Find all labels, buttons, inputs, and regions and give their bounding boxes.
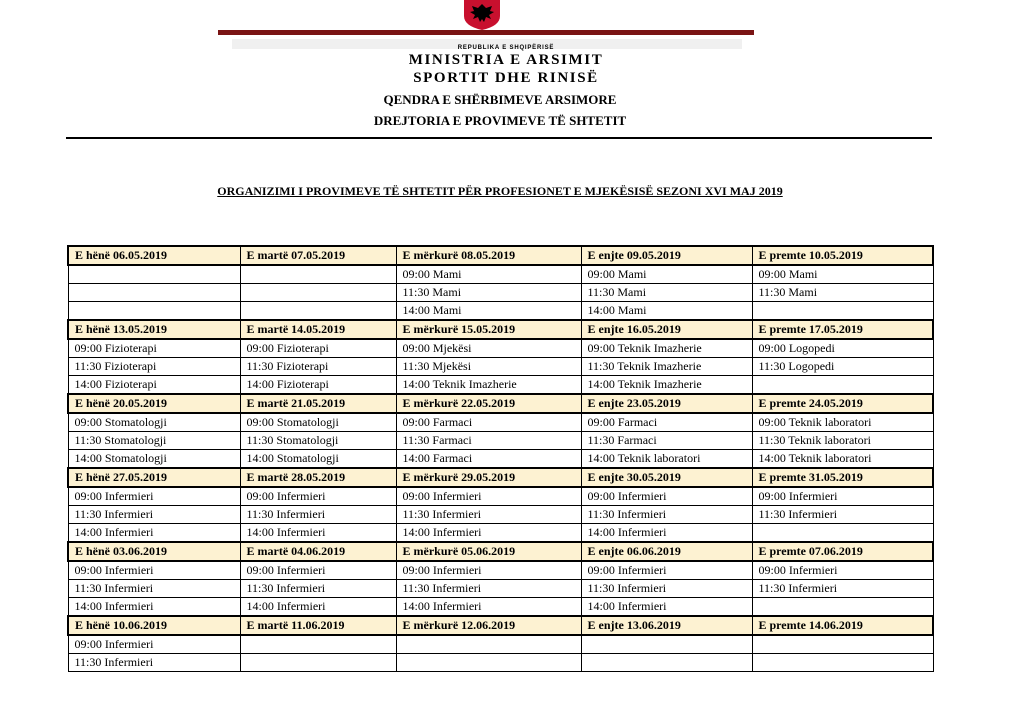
day-header-cell: E martë 07.05.2019 (240, 246, 396, 265)
exam-schedule-table (67, 245, 934, 672)
exam-slot-cell: 11:30 Farmaci (396, 432, 581, 450)
exam-slot-cell: 09:00 Infermieri (752, 487, 933, 506)
exam-slot-cell: 09:00 Farmaci (396, 413, 581, 432)
day-header-cell: E mërkurë 08.05.2019 (396, 246, 581, 265)
exam-slot-row (68, 376, 933, 395)
day-header-cell: E martë 11.06.2019 (240, 616, 396, 635)
exam-slot-cell: 11:30 Mami (396, 284, 581, 302)
week-header-row (68, 616, 933, 635)
day-header-cell: E hënë 13.05.2019 (68, 320, 240, 339)
exam-slot-cell (396, 635, 581, 654)
exam-slot-cell: 09:00 Farmaci (581, 413, 752, 432)
exam-slot-row (68, 580, 933, 598)
day-header-cell: E premte 14.06.2019 (752, 616, 933, 635)
exam-slot-cell: 11:30 Mjekësi (396, 358, 581, 376)
exam-slot-row (68, 265, 933, 284)
exam-slot-cell: 09:00 Stomatologji (68, 413, 240, 432)
exam-slot-cell (68, 284, 240, 302)
exam-slot-cell: 14:00 Infermieri (396, 598, 581, 617)
exam-slot-cell: 09:00 Infermieri (396, 487, 581, 506)
day-header-cell: E enjte 06.06.2019 (581, 542, 752, 561)
exam-slot-cell (240, 302, 396, 321)
exam-slot-row (68, 654, 933, 672)
schedule-body (68, 246, 933, 672)
exam-slot-cell: 11:30 Infermieri (396, 506, 581, 524)
exam-slot-cell: 11:30 Infermieri (68, 580, 240, 598)
exam-slot-cell: 14:00 Mami (581, 302, 752, 321)
exam-slot-cell: 14:00 Infermieri (240, 524, 396, 543)
exam-slot-row (68, 413, 933, 432)
exam-slot-row (68, 358, 933, 376)
exam-slot-cell: 11:30 Stomatologji (68, 432, 240, 450)
exam-slot-cell: 14:00 Teknik Imazherie (581, 376, 752, 395)
ministry-name-line2: SPORTIT DHE RINISË (413, 70, 599, 86)
exam-slot-cell: 11:30 Infermieri (752, 580, 933, 598)
exam-slot-cell: 14:00 Teknik Imazherie (396, 376, 581, 395)
exam-slot-cell: 09:00 Infermieri (396, 561, 581, 580)
exam-slot-cell: 09:00 Infermieri (68, 487, 240, 506)
week-header-row (68, 468, 933, 487)
day-header-cell: E mërkurë 22.05.2019 (396, 394, 581, 413)
exam-slot-row (68, 635, 933, 654)
exam-slot-row (68, 450, 933, 469)
exam-slot-cell (752, 376, 933, 395)
exam-slot-cell: 14:00 Stomatologji (240, 450, 396, 469)
day-header-cell: E mërkurë 29.05.2019 (396, 468, 581, 487)
day-header-cell: E premte 17.05.2019 (752, 320, 933, 339)
day-header-cell: E enjte 13.06.2019 (581, 616, 752, 635)
exam-slot-cell: 11:30 Fizioterapi (68, 358, 240, 376)
exam-slot-cell: 09:00 Logopedi (752, 339, 933, 358)
letterhead-rule (218, 30, 754, 35)
exam-slot-cell (240, 635, 396, 654)
exam-slot-cell: 11:30 Fizioterapi (240, 358, 396, 376)
exam-slot-cell: 09:00 Infermieri (581, 487, 752, 506)
exam-slot-cell: 11:30 Stomatologji (240, 432, 396, 450)
exam-slot-cell (752, 598, 933, 617)
exam-slot-row (68, 524, 933, 543)
day-header-cell: E hënë 06.05.2019 (68, 246, 240, 265)
exam-slot-cell: 14:00 Farmaci (396, 450, 581, 469)
exam-slot-cell: 14:00 Infermieri (581, 524, 752, 543)
exam-slot-cell: 11:30 Mami (581, 284, 752, 302)
day-header-cell: E premte 10.05.2019 (752, 246, 933, 265)
exam-slot-row (68, 302, 933, 321)
day-header-cell: E martë 21.05.2019 (240, 394, 396, 413)
exam-slot-cell (752, 302, 933, 321)
exam-slot-row (68, 506, 933, 524)
exam-slot-cell: 09:00 Fizioterapi (68, 339, 240, 358)
exam-slot-cell: 11:30 Infermieri (581, 580, 752, 598)
exam-slot-cell: 11:30 Infermieri (240, 506, 396, 524)
exam-slot-cell: 09:00 Infermieri (240, 487, 396, 506)
exam-slot-cell: 11:30 Infermieri (752, 506, 933, 524)
exam-slot-cell: 09:00 Infermieri (752, 561, 933, 580)
exam-slot-cell: 11:30 Mami (752, 284, 933, 302)
day-header-cell: E martë 28.05.2019 (240, 468, 396, 487)
exam-slot-row (68, 598, 933, 617)
ministry-name-line1: MINISTRIA E ARSIMIT (408, 52, 604, 68)
double-headed-eagle-icon (462, 0, 502, 30)
exam-slot-cell (581, 654, 752, 672)
exam-slot-cell: 14:00 Teknik laboratori (752, 450, 933, 469)
exam-slot-cell: 11:30 Infermieri (68, 506, 240, 524)
exam-slot-cell (752, 635, 933, 654)
day-header-cell: E mërkurë 15.05.2019 (396, 320, 581, 339)
day-header-cell: E enjte 09.05.2019 (581, 246, 752, 265)
exam-slot-cell: 14:00 Fizioterapi (240, 376, 396, 395)
day-header-cell: E martë 14.05.2019 (240, 320, 396, 339)
exam-slot-cell: 09:00 Teknik Imazherie (581, 339, 752, 358)
exam-slot-cell: 11:30 Logopedi (752, 358, 933, 376)
week-header-row (68, 320, 933, 339)
exam-slot-row (68, 487, 933, 506)
exam-slot-row (68, 432, 933, 450)
exam-slot-cell (752, 524, 933, 543)
exam-slot-cell (68, 302, 240, 321)
day-header-cell: E mërkurë 05.06.2019 (396, 542, 581, 561)
exam-slot-cell (752, 654, 933, 672)
directorate-name: DREJTORIA E PROVIMEVE TË SHTETIT (373, 113, 627, 128)
exam-slot-cell (240, 284, 396, 302)
header-divider (66, 137, 932, 139)
exam-slot-cell (396, 654, 581, 672)
exam-slot-cell: 11:30 Teknik laboratori (752, 432, 933, 450)
exam-slot-cell: 09:00 Infermieri (581, 561, 752, 580)
exam-slot-cell: 14:00 Mami (396, 302, 581, 321)
week-header-row (68, 246, 933, 265)
exam-slot-cell: 11:30 Infermieri (68, 654, 240, 672)
exam-slot-cell: 11:30 Infermieri (240, 580, 396, 598)
exam-slot-cell (68, 265, 240, 284)
exam-slot-row (68, 339, 933, 358)
exam-slot-cell (240, 654, 396, 672)
exam-slot-cell: 09:00 Infermieri (240, 561, 396, 580)
exam-slot-cell: 14:00 Fizioterapi (68, 376, 240, 395)
day-header-cell: E mërkurë 12.06.2019 (396, 616, 581, 635)
exam-slot-cell: 09:00 Mjekësi (396, 339, 581, 358)
exam-slot-cell: 11:30 Teknik Imazherie (581, 358, 752, 376)
exam-slot-cell (240, 265, 396, 284)
center-name: QENDRA E SHËRBIMEVE ARSIMORE (383, 92, 617, 107)
day-header-cell: E premte 24.05.2019 (752, 394, 933, 413)
exam-slot-cell: 14:00 Infermieri (68, 524, 240, 543)
week-header-row (68, 542, 933, 561)
exam-slot-cell: 14:00 Stomatologji (68, 450, 240, 469)
exam-slot-cell: 14:00 Infermieri (396, 524, 581, 543)
exam-slot-cell: 14:00 Infermieri (240, 598, 396, 617)
day-header-cell: E enjte 16.05.2019 (581, 320, 752, 339)
exam-slot-cell: 14:00 Infermieri (581, 598, 752, 617)
day-header-cell: E hënë 20.05.2019 (68, 394, 240, 413)
exam-slot-cell: 09:00 Fizioterapi (240, 339, 396, 358)
exam-slot-cell: 14:00 Teknik laboratori (581, 450, 752, 469)
exam-slot-row (68, 284, 933, 302)
exam-slot-cell: 09:00 Infermieri (68, 561, 240, 580)
exam-slot-cell: 14:00 Infermieri (68, 598, 240, 617)
day-header-cell: E premte 07.06.2019 (752, 542, 933, 561)
exam-slot-cell: 09:00 Mami (581, 265, 752, 284)
day-header-cell: E martë 04.06.2019 (240, 542, 396, 561)
document-title: ORGANIZIMI I PROVIMEVE TË SHTETIT PËR PROFESIONET E MJEKËSISË SEZONI XVI MAJ 2019 (217, 184, 783, 198)
day-header-cell: E hënë 10.06.2019 (68, 616, 240, 635)
exam-slot-cell: 09:00 Teknik laboratori (752, 413, 933, 432)
week-header-row (68, 394, 933, 413)
exam-slot-cell: 09:00 Mami (752, 265, 933, 284)
exam-slot-cell: 11:30 Farmaci (581, 432, 752, 450)
day-header-cell: E enjte 23.05.2019 (581, 394, 752, 413)
republic-label: REPUBLIKA E SHQIPËRISË (457, 45, 555, 51)
exam-slot-row (68, 561, 933, 580)
day-header-cell: E hënë 03.06.2019 (68, 542, 240, 561)
exam-slot-cell (581, 635, 752, 654)
exam-slot-cell: 09:00 Mami (396, 265, 581, 284)
exam-slot-cell: 09:00 Infermieri (68, 635, 240, 654)
exam-slot-cell: 11:30 Infermieri (396, 580, 581, 598)
day-header-cell: E hënë 27.05.2019 (68, 468, 240, 487)
exam-slot-cell: 11:30 Infermieri (581, 506, 752, 524)
day-header-cell: E enjte 30.05.2019 (581, 468, 752, 487)
day-header-cell: E premte 31.05.2019 (752, 468, 933, 487)
exam-slot-cell: 09:00 Stomatologji (240, 413, 396, 432)
